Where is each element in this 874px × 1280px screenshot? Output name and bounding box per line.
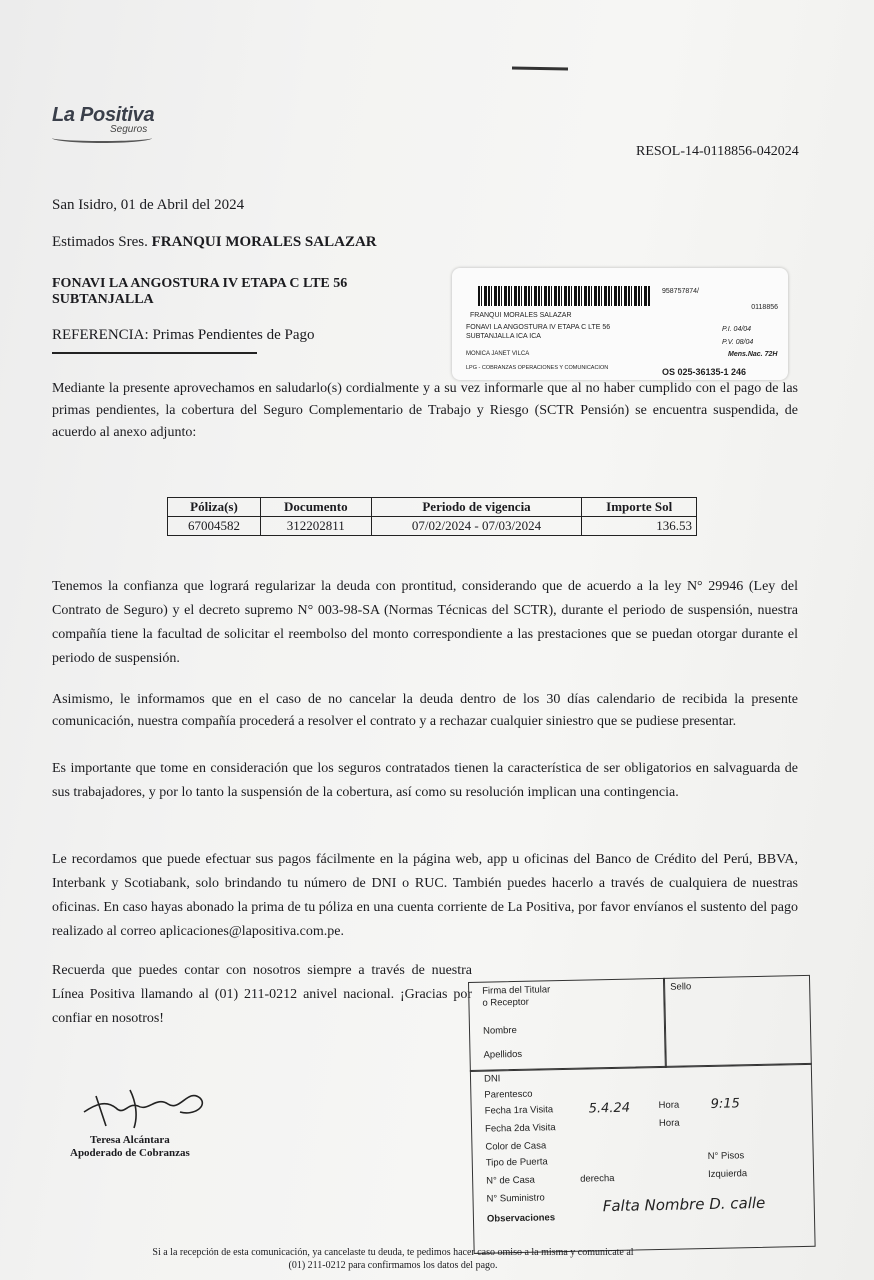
form-pisos: N° Pisos [707,1150,745,1163]
footer-line-2: (01) 211-0212 para confirmamos los datos del pago. [288,1260,498,1271]
form-izquierda: Izquierda [707,1168,748,1181]
label-mens: Mens.Nac. 72H [728,351,778,358]
table-header: Importe Sol [582,498,697,517]
table-row [168,517,697,536]
paragraph-6: Recuerda que puedes contar con nosotros siempre a través de nuestra Línea Positiva llamando al (01) 211-0212 anivel nacional. ¡Gracias por confiar en nosotros! [52,963,472,1026]
cell-document: 312202811 [261,517,372,536]
reference-underline [52,352,257,354]
resolution-number: RESOL-14-0118856-042024 [636,144,799,159]
signatory-title: Apoderado de Cobranzas [70,1147,190,1159]
recipient-address [52,276,347,308]
cell-policy: 67004582 [168,517,261,536]
barcode-graphic [478,286,650,306]
label-pv: P.V. 08/04 [722,339,754,346]
address-line-1: FONAVI LA ANGOSTURA IV ETAPA C LTE 56 [52,276,348,291]
letter-date: San Isidro, 01 de Abril del 2024 [52,197,245,213]
company-logo [52,104,154,143]
footer-line-1: Si a la recepción de esta comunicación, ya cancelaste tu deuda, te pedimos hacer caso omiso a la misma y comunicate al [152,1247,634,1258]
recipient-name: FRANQUI MORALES SALAZAR [151,234,377,250]
form-derecha: derecha [580,1172,615,1185]
form-apellidos: Apellidos [483,1048,523,1061]
table-header: Documento [261,498,372,517]
label-dept: LPG - COBRANZAS OPERACIONES Y COMUNICACION [466,365,609,371]
cell-period: 07/02/2024 - 07/03/2024 [371,517,582,536]
form-color: Color de Casa [485,1140,547,1153]
form-suministro: N° Suministro [486,1192,545,1205]
form-firma: Firma del Titular [482,984,551,997]
label-pi: P.I. 04/04 [722,326,752,333]
top-mark [512,67,568,71]
address-line-2: SUBTANJALLA [52,292,154,307]
form-nombre: Nombre [482,1024,517,1037]
form-hora-2: Hora [658,1117,680,1130]
paragraph-4: Es importante que tome en consideración que los seguros contratados tienen la característica de ser obligatorios en salvaguarda de sus trabajadores, y por lo tanto la suspensión de la cobertura, así como su resolución implican una contingencia. [52,761,798,800]
form-dni: DNI [483,1073,501,1085]
form-receptor: o Receptor [482,996,530,1009]
logo-sub: Seguros [110,124,148,135]
policy-table [167,497,697,536]
reference-label: REFERENCIA: [52,327,149,343]
reference [52,327,315,344]
table-header: Póliza(s) [168,498,261,517]
form-fecha-2: Fecha 2da Visita [484,1122,556,1135]
label-name: FRANQUI MORALES SALAZAR [470,312,572,319]
label-number: 0118856 [751,304,778,311]
mailing-label [452,268,788,380]
label-agent: MONICA JANET VILCA [466,351,530,357]
form-handwriting: Falta Nombre D. calle [602,1193,766,1216]
form-fecha-1: Fecha 1ra Visita [484,1104,554,1117]
barcode-code: 958757874/ [662,288,699,295]
form-tipo-puerta: Tipo de Puerta [485,1156,548,1169]
paragraph-5: Le recordamos que puede efectuar sus pagos fácilmente en la página web, app u oficinas del Banco de Crédito del Perú, BBVA, Interbank y Scotiabank, solo brindando tu número de DNI o RUC. También puedes hacerlo a través de cualquiera de nuestras oficinas. En caso hayas abonado la prima de tu póliza en una cuenta corriente de La Positiva, por favor envíanos el sustento del pago realizado al correo aplicaciones@lapositiva.com.pe. [52,852,798,939]
footer-note [143,1246,643,1272]
form-num-casa: N° de Casa [486,1174,535,1187]
paragraph-3: Asimismo, le informamos que en el caso de no cancelar la deuda dentro de los 30 días calendario de recibida la presente comunicación, nuestra compañía procederá a resolver el contrato y a rechazar cualquier siniestro que se pudiese presentar. [52,692,798,729]
signature-scribble [76,1082,216,1138]
salutation [52,234,377,251]
form-hora-1-value: 9:15 [710,1096,740,1112]
table-header: Periodo de vigencia [371,498,582,517]
label-os: OS 025-36135-1 246 [662,367,747,377]
signatory [70,1134,190,1160]
reference-text: Primas Pendientes de Pago [152,327,315,343]
label-address-1: FONAVI LA ANGOSTURA IV ETAPA C LTE 56 [466,324,611,331]
logo-name: La Positiva [52,104,155,126]
signatory-name: Teresa Alcántara [90,1134,170,1146]
paragraph-1: Mediante la presente aprovechamos en saludarlo(s) cordialmente y a su vez informarle que al no haber cumplido con el pago de las primas pendientes, la cobertura del Seguro Complementario de Trabajo y Riesgo (SCTR Pensión) se encuentra suspendida, de acuerdo al anexo adjunto: [52,381,798,440]
paragraph-2: Tenemos la confianza que logrará regularizar la deuda con prontitud, considerando que de acuerdo a la ley N° 29946 (Ley del Contrato de Seguro) y el decreto supremo N° 003-98-SA (Normas Técnicas del SCTR), durante el periodo de suspensión, nuestra compañía tiene la facultad de solicitar el reembolso del monto correspondiente a las prestaciones que se puedan otorgar durante el periodo de suspensión. [52,579,798,666]
form-observaciones: Observaciones [486,1212,556,1225]
label-address-2: SUBTANJALLA ICA ICA [466,333,541,340]
form-sello: Sello [670,981,692,993]
form-hora-1: Hora [658,1099,680,1112]
cell-amount: 136.53 [582,517,697,536]
salutation-prefix: Estimados Sres. [52,234,148,250]
receipt-form [468,975,814,1252]
form-fecha-1-value: 5.4.24 [588,1100,631,1117]
form-parentesco: Parentesco [484,1088,533,1101]
